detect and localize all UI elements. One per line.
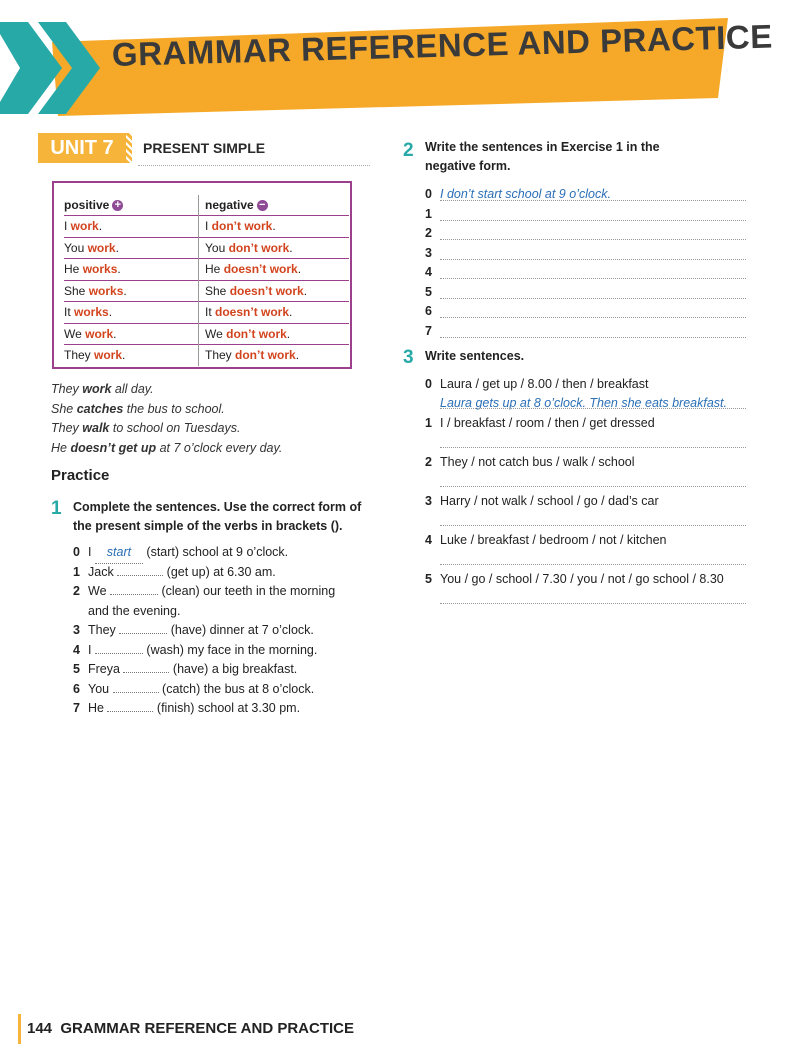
example-text: She [51, 401, 77, 416]
example-sentence [51, 402, 225, 416]
answer-line[interactable] [440, 447, 746, 448]
verb-form: don’t work [235, 348, 296, 362]
item-number: 3 [73, 623, 80, 637]
verb-form: works [74, 305, 109, 319]
item-text: and the evening. [88, 603, 181, 618]
item-number: 2 [425, 226, 432, 240]
subject: He [64, 262, 83, 276]
table-row: I don’t work. [205, 216, 349, 238]
exercise-1-item [73, 602, 180, 622]
example-verb: doesn’t get up [70, 440, 157, 455]
item-text: Jack [88, 564, 118, 579]
exercise-3-item [425, 414, 655, 434]
answer-blank[interactable] [110, 582, 158, 595]
item-text: Freya [88, 662, 124, 676]
example-text: at 7 o’clock every day. [156, 440, 283, 455]
answer-blank[interactable] [95, 641, 143, 654]
exercise-1-item [73, 699, 300, 719]
footer-title: GRAMMAR REFERENCE AND PRACTICE [60, 1020, 354, 1037]
item-text: (clean) our teeth in the morning [158, 584, 336, 598]
subject: We [64, 326, 86, 341]
example-text: to school on Tuesdays. [109, 421, 241, 435]
item-number: 4 [73, 642, 80, 657]
verb-form: works [88, 283, 124, 298]
subject: I [64, 219, 71, 233]
example-sentence [51, 421, 240, 435]
table-row: We don’t work. [205, 324, 349, 346]
exercise-2-item [425, 185, 611, 205]
grammar-table [52, 181, 352, 369]
item-prompt: Harry / not walk / school / go / dad’s car [440, 494, 659, 508]
example-answer: Laura gets up at 8 o’clock. Then she eats breakfast. [440, 396, 727, 410]
positive-column [64, 195, 208, 366]
example-sentence [51, 441, 282, 455]
item-text: (start) school at 9 o’clock. [142, 545, 289, 559]
subject: She [205, 283, 230, 298]
exercise-1-instruction: Complete the sentences. Use the correct form of [73, 500, 362, 514]
subject: I [205, 219, 212, 233]
item-number: 0 [73, 545, 80, 559]
item-number: 6 [425, 304, 432, 318]
item-number: 7 [425, 323, 432, 338]
exercise-3-instruction: Write sentences. [425, 349, 525, 363]
example-verb: walk [82, 421, 110, 435]
exercise-1-instruction: the present simple of the verbs in brackets (). [73, 519, 343, 533]
verb-form: doesn’t work [229, 283, 304, 298]
item-number: 1 [425, 206, 432, 221]
exercise-2-item [425, 283, 440, 303]
exercise-1-item [73, 641, 317, 661]
table-row: You work. [64, 238, 208, 260]
item-text: (finish) school at 3.30 pm. [153, 701, 301, 715]
item-prompt: I / breakfast / room / then / get dressed [440, 416, 655, 430]
item-number: 4 [425, 265, 432, 279]
answer-line[interactable] [440, 239, 746, 240]
table-row: It doesn’t work. [205, 302, 349, 324]
item-number: 2 [73, 584, 80, 598]
item-text: (catch) the bus at 8 o’clock. [158, 681, 315, 696]
example-verb: catches [76, 401, 124, 416]
item-number: 3 [425, 494, 432, 508]
verb-form: doesn’t work [223, 262, 298, 276]
item-text: He [88, 701, 108, 715]
item-number: 4 [425, 533, 432, 547]
item-number: 1 [425, 416, 432, 430]
table-row: He works. [64, 259, 208, 281]
answer-line[interactable] [440, 259, 746, 260]
item-number: 0 [425, 187, 432, 201]
example-text: They [51, 382, 83, 396]
item-text: (wash) my face in the morning. [142, 642, 318, 657]
item-prompt: They / not catch bus / walk / school [440, 455, 635, 469]
item-text: I [88, 545, 95, 559]
table-row: I work. [64, 216, 208, 238]
subject: It [64, 305, 75, 319]
example-sentence [51, 382, 154, 396]
verb-form: works [82, 262, 118, 276]
section-title: PRESENT SIMPLE [143, 140, 266, 156]
exercise-2-item [425, 302, 440, 322]
footer [27, 1020, 354, 1037]
item-number: 3 [425, 245, 432, 260]
exercise-1-item [73, 621, 314, 641]
item-prompt: You / go / school / 7.30 / you / not / go school / 8.30 [440, 572, 724, 586]
subject: They [205, 348, 236, 362]
answer-line[interactable] [440, 298, 746, 299]
footer-bar [18, 1014, 21, 1044]
item-text: (have) dinner at 7 o’clock. [167, 623, 314, 637]
unit-tag-edge [126, 133, 132, 163]
subject: He [205, 262, 224, 276]
table-row: It works. [64, 302, 208, 324]
subject: You [205, 240, 229, 255]
verb-form: don’t work [226, 326, 287, 341]
exercise-1-number: 1 [51, 498, 62, 519]
example-text: the bus to school. [123, 401, 225, 416]
verb-form: don’t work [228, 240, 290, 255]
divider [138, 165, 370, 166]
exercise-2-instruction: negative form. [425, 159, 511, 173]
answer-line[interactable] [440, 603, 746, 604]
exercise-2-item [425, 263, 440, 283]
exercise-2-number: 2 [403, 140, 414, 161]
verb-form: work [85, 326, 114, 341]
answer-blank[interactable] [123, 660, 169, 673]
item-text: (get up) at 6.30 am. [163, 564, 276, 579]
banner-title: GRAMMAR REFERENCE AND PRACTICE [111, 17, 774, 73]
exercise-2-item [425, 322, 440, 342]
example-text: all day. [111, 382, 154, 396]
item-prompt: Luke / breakfast / bedroom / not / kitchen [440, 533, 667, 547]
answer-line[interactable] [440, 317, 746, 318]
table-row: You don’t work. [205, 238, 349, 260]
item-prompt: Laura / get up / 8.00 / then / breakfast [440, 377, 649, 391]
answer-blank[interactable] [117, 563, 163, 576]
exercise-1-item [73, 660, 297, 680]
minus-icon: − [257, 200, 268, 211]
subject: You [64, 240, 88, 255]
item-number: 7 [73, 701, 80, 715]
item-number: 5 [425, 572, 432, 586]
exercise-1-item [73, 680, 314, 700]
subject: We [205, 326, 227, 341]
exercise-3-item [425, 375, 648, 395]
table-row: He doesn’t work. [205, 259, 349, 281]
answer-line[interactable] [440, 278, 746, 279]
item-number: 5 [425, 284, 432, 299]
unit-tag: UNIT 7 [38, 133, 126, 163]
table-row: We work. [64, 324, 208, 346]
table-row: She works. [64, 281, 208, 303]
table-row: They work. [64, 348, 126, 362]
answer-line[interactable] [440, 200, 746, 201]
subject: It [205, 305, 216, 319]
item-number: 5 [73, 662, 80, 676]
item-number: 0 [425, 377, 432, 391]
example-answer: I don’t start school at 9 o’clock. [440, 187, 611, 201]
example-text: He [51, 440, 71, 455]
item-text: You [88, 681, 113, 696]
answer-blank[interactable]: start [95, 543, 143, 564]
answer-blank[interactable] [113, 680, 159, 693]
subject: They [64, 348, 95, 362]
exercise-2-item [425, 244, 440, 264]
verb-form: work [94, 348, 123, 362]
practice-heading: Practice [51, 467, 110, 484]
item-number: 1 [73, 564, 80, 579]
item-text: (have) a big breakfast. [169, 662, 298, 676]
verb-form: work [70, 219, 99, 233]
answer-line[interactable] [440, 220, 746, 221]
subject: She [64, 283, 89, 298]
exercise-2-item [425, 224, 440, 244]
positive-header: positive + [64, 195, 208, 216]
page-number: 144 [27, 1020, 53, 1037]
table-row: They don’t work. [205, 348, 300, 362]
exercise-2-item [425, 205, 440, 225]
exercise-1-item [73, 543, 288, 564]
exercise-3-item [425, 570, 724, 590]
verb-form: doesn’t work [215, 305, 290, 319]
item-text: I [88, 642, 95, 657]
exercise-3-item [425, 492, 659, 512]
item-number: 2 [425, 455, 432, 469]
answer-line[interactable] [440, 486, 746, 487]
negative-header: negative − [205, 195, 349, 216]
answer-line[interactable] [440, 525, 746, 526]
table-row: She doesn’t work. [205, 281, 349, 303]
item-number: 6 [73, 681, 80, 696]
exercise-2-instruction: Write the sentences in Exercise 1 in the [425, 140, 660, 154]
exercise-3-number: 3 [403, 347, 414, 368]
answer-blank[interactable] [119, 621, 167, 634]
verb-form: don’t work [211, 219, 273, 233]
item-text: We [88, 584, 110, 598]
answer-blank[interactable] [107, 699, 153, 712]
example-verb: work [82, 382, 112, 396]
verb-form: work [87, 240, 116, 255]
example-text: They [51, 421, 83, 435]
answer-line[interactable] [440, 408, 746, 409]
exercise-1-item [73, 582, 335, 602]
exercise-3-item [425, 531, 667, 551]
plus-icon: + [112, 200, 123, 211]
answer-line[interactable] [440, 564, 746, 565]
exercise-3-item [425, 453, 635, 473]
exercise-1-item [73, 563, 276, 583]
item-text: They [88, 623, 120, 637]
negative-column [198, 195, 349, 366]
answer-line[interactable] [440, 337, 746, 338]
